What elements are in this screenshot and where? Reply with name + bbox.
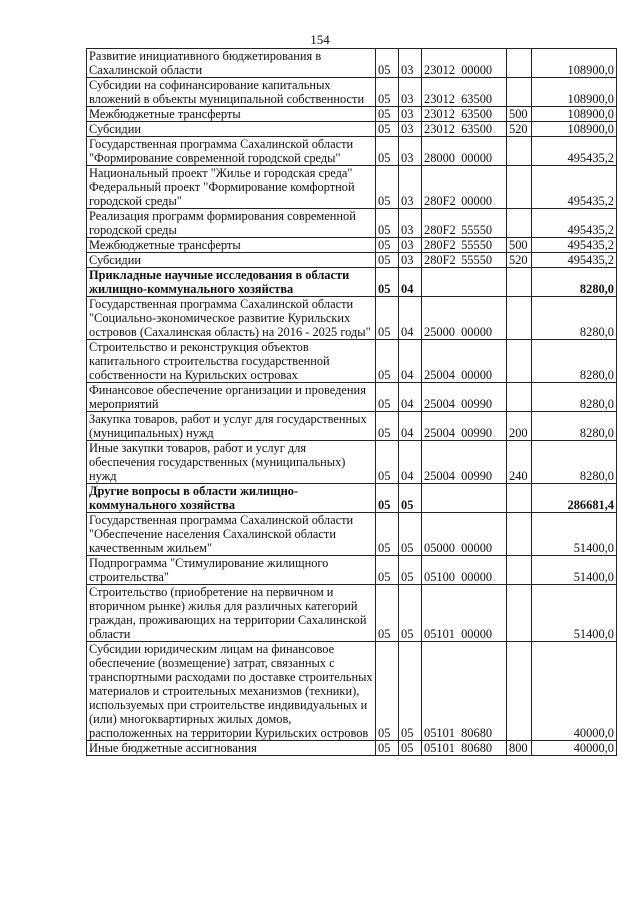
target-code-program: 23012	[424, 107, 455, 121]
row-expense-type-code	[507, 642, 532, 741]
table-row	[87, 209, 617, 238]
row-name: Субсидии	[87, 122, 376, 137]
row-target-code	[422, 268, 507, 297]
row-target-code	[422, 556, 507, 585]
target-code-direction: 00990	[461, 397, 493, 411]
target-code-direction: 00000	[461, 627, 493, 641]
row-expense-type-code: 500	[507, 107, 532, 122]
row-target-code	[422, 585, 507, 642]
row-expense-type-code: 800	[507, 741, 532, 756]
row-name: Государственная программа Сахалинской области "Социально-экономическое развитие Курильских островов (Сахалинская область) на 2016 - 2025 годы"	[87, 297, 376, 340]
row-subsection-code: 05	[399, 741, 422, 756]
table-row	[87, 513, 617, 556]
row-amount: 8280,0	[532, 412, 617, 441]
row-section-code: 05	[376, 513, 399, 556]
row-name: Строительство и реконструкция объектов капитального строительства государственной собственности на Курильских островах	[87, 340, 376, 383]
row-subsection-code: 04	[399, 412, 422, 441]
table-row	[87, 585, 617, 642]
table-row	[87, 253, 617, 268]
target-code-direction: 55550	[461, 223, 493, 237]
target-code-direction: 00000	[461, 570, 493, 584]
row-target-code	[422, 383, 507, 412]
row-amount: 495435,2	[532, 137, 617, 166]
target-code-direction: 00000	[461, 368, 493, 382]
row-name: Закупка товаров, работ и услуг для государственных (муниципальных) нужд	[87, 412, 376, 441]
row-section-code: 05	[376, 78, 399, 107]
row-subsection-code: 05	[399, 642, 422, 741]
row-name: Подпрограмма "Стимулирование жилищного строительства"	[87, 556, 376, 585]
row-name: Развитие инициативного бюджетирования в Сахалинской области	[87, 49, 376, 78]
target-code-program: 05000	[424, 541, 455, 555]
target-code-program: 280F2	[424, 253, 456, 267]
row-name: Реализация программ формирования современной городской среды	[87, 209, 376, 238]
row-amount: 8280,0	[532, 340, 617, 383]
row-subsection-code: 03	[399, 166, 422, 209]
row-target-code	[422, 297, 507, 340]
row-amount: 8280,0	[532, 297, 617, 340]
target-code-program: 23012	[424, 122, 455, 136]
row-section-code: 05	[376, 122, 399, 137]
row-expense-type-code	[507, 49, 532, 78]
target-code-direction: 63500	[461, 122, 493, 136]
row-section-code: 05	[376, 166, 399, 209]
target-code-program: 23012	[424, 63, 455, 77]
row-subsection-code: 03	[399, 122, 422, 137]
row-name: Субсидии юридическим лицам на финансовое обеспечение (возмещение) затрат, связанных с транспортными расходами по доставке строительных материалов и строительных механизмов (техники), используемых при строительстве индивидуальных и (или) многоквартирных жилых домов, расположенных на территории Курильских островов	[87, 642, 376, 741]
row-expense-type-code: 200	[507, 412, 532, 441]
target-code-program: 25004	[424, 368, 455, 382]
row-section-code: 05	[376, 585, 399, 642]
target-code-program: 25004	[424, 426, 455, 440]
target-code-direction: 00000	[461, 541, 493, 555]
row-target-code	[422, 642, 507, 741]
row-amount: 495435,2	[532, 166, 617, 209]
row-section-code: 05	[376, 253, 399, 268]
table-row	[87, 484, 617, 513]
row-target-code	[422, 412, 507, 441]
row-expense-type-code	[507, 585, 532, 642]
row-target-code	[422, 78, 507, 107]
row-subsection-code: 03	[399, 209, 422, 238]
row-section-code: 05	[376, 741, 399, 756]
row-expense-type-code	[507, 297, 532, 340]
target-code-direction: 00990	[461, 426, 493, 440]
table-row	[87, 412, 617, 441]
row-section-code: 05	[376, 209, 399, 238]
row-name: Государственная программа Сахалинской области "Обеспечение населения Сахалинской области качественным жильем"	[87, 513, 376, 556]
row-expense-type-code	[507, 137, 532, 166]
row-expense-type-code: 500	[507, 238, 532, 253]
row-target-code	[422, 741, 507, 756]
target-code-direction: 80680	[461, 726, 493, 740]
row-target-code	[422, 137, 507, 166]
target-code-program: 25004	[424, 469, 455, 483]
row-section-code: 05	[376, 49, 399, 78]
row-subsection-code: 04	[399, 441, 422, 484]
row-section-code: 05	[376, 297, 399, 340]
row-expense-type-code	[507, 556, 532, 585]
row-target-code	[422, 238, 507, 253]
row-amount: 8280,0	[532, 383, 617, 412]
row-amount: 495435,2	[532, 253, 617, 268]
row-target-code	[422, 340, 507, 383]
row-target-code	[422, 484, 507, 513]
row-expense-type-code	[507, 484, 532, 513]
row-target-code	[422, 513, 507, 556]
row-amount: 8280,0	[532, 268, 617, 297]
row-subsection-code: 05	[399, 484, 422, 513]
row-subsection-code: 03	[399, 253, 422, 268]
target-code-program: 280F2	[424, 194, 456, 208]
row-section-code: 05	[376, 383, 399, 412]
row-expense-type-code	[507, 166, 532, 209]
row-subsection-code: 05	[399, 585, 422, 642]
row-expense-type-code	[507, 340, 532, 383]
target-code-direction: 55550	[461, 253, 493, 267]
row-subsection-code: 05	[399, 513, 422, 556]
row-amount: 40000,0	[532, 642, 617, 741]
row-name: Другие вопросы в области жилищно-коммунального хозяйства	[87, 484, 376, 513]
target-code-direction: 63500	[461, 92, 493, 106]
target-code-program: 05100	[424, 570, 455, 584]
target-code-direction: 00000	[461, 194, 493, 208]
row-section-code: 05	[376, 412, 399, 441]
target-code-program: 23012	[424, 92, 455, 106]
target-code-direction: 80680	[461, 741, 493, 755]
table-row	[87, 441, 617, 484]
row-amount: 495435,2	[532, 238, 617, 253]
target-code-program: 05101	[424, 741, 455, 755]
table-row	[87, 122, 617, 137]
row-section-code: 05	[376, 107, 399, 122]
table-row	[87, 556, 617, 585]
row-amount: 108900,0	[532, 107, 617, 122]
row-subsection-code: 04	[399, 268, 422, 297]
row-subsection-code: 03	[399, 78, 422, 107]
target-code-direction: 63500	[461, 107, 493, 121]
target-code-direction: 00000	[461, 63, 493, 77]
target-code-program: 25000	[424, 325, 455, 339]
row-subsection-code: 03	[399, 238, 422, 253]
row-subsection-code: 04	[399, 340, 422, 383]
row-expense-type-code	[507, 209, 532, 238]
target-code-program: 25004	[424, 397, 455, 411]
row-section-code: 05	[376, 137, 399, 166]
row-name: Прикладные научные исследования в области жилищно-коммунального хозяйства	[87, 268, 376, 297]
row-target-code	[422, 253, 507, 268]
row-amount: 40000,0	[532, 741, 617, 756]
row-section-code: 05	[376, 441, 399, 484]
target-code-program: 28000	[424, 151, 455, 165]
row-amount: 108900,0	[532, 78, 617, 107]
target-code-direction: 00990	[461, 469, 493, 483]
row-section-code: 05	[376, 238, 399, 253]
table-row	[87, 49, 617, 78]
row-name: Иные бюджетные ассигнования	[87, 741, 376, 756]
row-expense-type-code	[507, 513, 532, 556]
table-row	[87, 78, 617, 107]
row-subsection-code: 04	[399, 297, 422, 340]
target-code-program: 05101	[424, 627, 455, 641]
row-subsection-code: 03	[399, 49, 422, 78]
row-section-code: 05	[376, 484, 399, 513]
table-row	[87, 268, 617, 297]
table-row	[87, 297, 617, 340]
row-target-code	[422, 441, 507, 484]
row-name: Иные закупки товаров, работ и услуг для обеспечения государственных (муниципальных) нужд	[87, 441, 376, 484]
row-expense-type-code: 240	[507, 441, 532, 484]
row-expense-type-code	[507, 383, 532, 412]
row-name: Финансовое обеспечение организации и проведения мероприятий	[87, 383, 376, 412]
row-section-code: 05	[376, 642, 399, 741]
table-row	[87, 238, 617, 253]
row-amount: 108900,0	[532, 49, 617, 78]
row-name: Межбюджетные трансферты	[87, 107, 376, 122]
row-name: Государственная программа Сахалинской области "Формирование современной городской среды"	[87, 137, 376, 166]
table-row	[87, 383, 617, 412]
row-target-code	[422, 107, 507, 122]
row-amount: 51400,0	[532, 556, 617, 585]
row-amount: 286681,4	[532, 484, 617, 513]
target-code-program: 280F2	[424, 238, 456, 252]
target-code-direction: 55550	[461, 238, 493, 252]
row-target-code	[422, 122, 507, 137]
row-name: Межбюджетные трансферты	[87, 238, 376, 253]
table-row	[87, 166, 617, 209]
target-code-program: 280F2	[424, 223, 456, 237]
row-name: Национальный проект "Жилье и городская среда" Федеральный проект "Формирование комфортной городской среды"	[87, 166, 376, 209]
row-expense-type-code	[507, 268, 532, 297]
row-target-code	[422, 209, 507, 238]
row-section-code: 05	[376, 268, 399, 297]
table-row	[87, 340, 617, 383]
row-expense-type-code	[507, 78, 532, 107]
row-expense-type-code: 520	[507, 122, 532, 137]
target-code-program: 05101	[424, 726, 455, 740]
table-row	[87, 107, 617, 122]
table-row	[87, 741, 617, 756]
budget-table-body	[87, 49, 617, 756]
row-target-code	[422, 49, 507, 78]
row-subsection-code: 05	[399, 556, 422, 585]
row-amount: 51400,0	[532, 513, 617, 556]
target-code-direction: 00000	[461, 151, 493, 165]
table-row	[87, 642, 617, 741]
row-name: Строительство (приобретение на первичном и вторичном рынке) жилья для различных категорий граждан, проживающих на территории Сахалинской области	[87, 585, 376, 642]
row-amount: 495435,2	[532, 209, 617, 238]
row-name: Субсидии	[87, 253, 376, 268]
row-expense-type-code: 520	[507, 253, 532, 268]
row-subsection-code: 03	[399, 107, 422, 122]
row-amount: 108900,0	[532, 122, 617, 137]
table-row	[87, 137, 617, 166]
row-name: Субсидии на софинансирование капитальных вложений в объекты муниципальной собственности	[87, 78, 376, 107]
row-target-code	[422, 166, 507, 209]
row-section-code: 05	[376, 556, 399, 585]
row-subsection-code: 03	[399, 137, 422, 166]
row-section-code: 05	[376, 340, 399, 383]
row-amount: 51400,0	[532, 585, 617, 642]
budget-table	[86, 48, 617, 756]
row-amount: 8280,0	[532, 441, 617, 484]
row-subsection-code: 04	[399, 383, 422, 412]
target-code-direction: 00000	[461, 325, 493, 339]
page-number: 154	[310, 32, 330, 47]
